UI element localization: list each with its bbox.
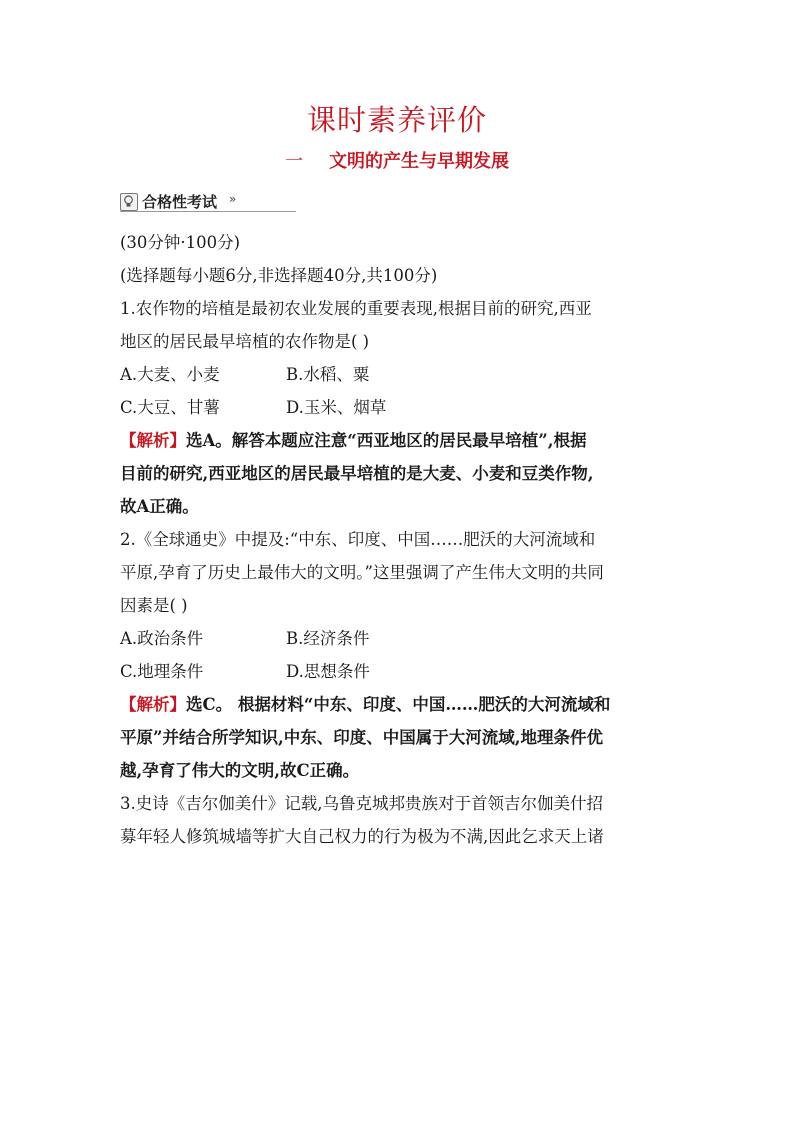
options-row xyxy=(120,358,680,391)
double-chevron-icon: » xyxy=(229,192,237,206)
analysis-line: 目前的研究,西亚地区的居民最早培植的是大麦、小麦和豆类作物, xyxy=(120,464,594,483)
question-1 xyxy=(120,292,680,523)
option-d: D.思想条件 xyxy=(286,662,370,681)
question-stem-line: 3.史诗《吉尔伽美什》记载,乌鲁克城邦贵族对于首领吉尔伽美什招 xyxy=(120,794,603,813)
subtitle-number: 一 xyxy=(285,151,303,172)
scoring-info: (选择题每小题6分,非选择题40分,共100分) xyxy=(120,266,438,285)
section-divider xyxy=(120,211,296,212)
option-c: C.地理条件 xyxy=(120,662,204,681)
option-b: B.经济条件 xyxy=(286,629,370,648)
option-a: A.大麦、小麦 xyxy=(120,365,220,384)
analysis-line: 故A正确。 xyxy=(120,497,199,516)
time-info: (30分钟·100分) xyxy=(120,233,241,252)
section-header xyxy=(120,191,300,213)
analysis-tag: 【解析】 xyxy=(120,431,186,450)
question-stem-line: 募年轻人修筑城墙等扩大自己权力的行为极为不满,因此乞求天上诸 xyxy=(120,827,604,846)
question-stem-line: 1.农作物的培植是最初农业发展的重要表现,根据目前的研究,西亚 xyxy=(120,299,592,318)
section-label: 合格性考试 xyxy=(142,193,218,211)
analysis-line xyxy=(120,424,680,457)
option-b: B.水稻、粟 xyxy=(286,365,370,384)
option-c: C.大豆、甘薯 xyxy=(120,398,220,417)
question-stem-line: 地区的居民最早培植的农作物是( ) xyxy=(120,332,370,351)
page-subtitle xyxy=(0,147,794,173)
options-row xyxy=(120,391,680,424)
options-row xyxy=(120,655,680,688)
question-2 xyxy=(120,523,680,787)
option-d: D.玉米、烟草 xyxy=(286,398,387,417)
analysis-line xyxy=(120,688,680,721)
bulb-icon xyxy=(120,193,138,211)
analysis-text: 选A。解答本题应注意“西亚地区的居民最早培植”,根据 xyxy=(186,431,587,450)
analysis-tag: 【解析】 xyxy=(120,695,186,714)
analysis-line: 平原”并结合所学知识,中东、印度、中国属于大河流域,地理条件优 xyxy=(120,728,603,747)
question-3 xyxy=(120,787,680,853)
question-stem-line: 平原,孕育了历史上最伟大的文明。”这里强调了产生伟大文明的共同 xyxy=(120,563,604,582)
question-stem-line: 2.《全球通史》中提及:“中东、印度、中国……肥沃的大河流域和 xyxy=(120,530,596,549)
options-row xyxy=(120,622,680,655)
subtitle-text: 文明的产生与早期发展 xyxy=(329,151,509,172)
content-body xyxy=(120,226,680,853)
question-stem-line: 因素是( ) xyxy=(120,596,188,615)
page-title: 课时素养评价 xyxy=(306,103,487,137)
analysis-line: 越,孕育了伟大的文明,故C正确。 xyxy=(120,761,360,780)
option-a: A.政治条件 xyxy=(120,629,204,648)
analysis-text: 选C。 根据材料“中东、印度、中国……肥沃的大河流域和 xyxy=(186,695,611,714)
